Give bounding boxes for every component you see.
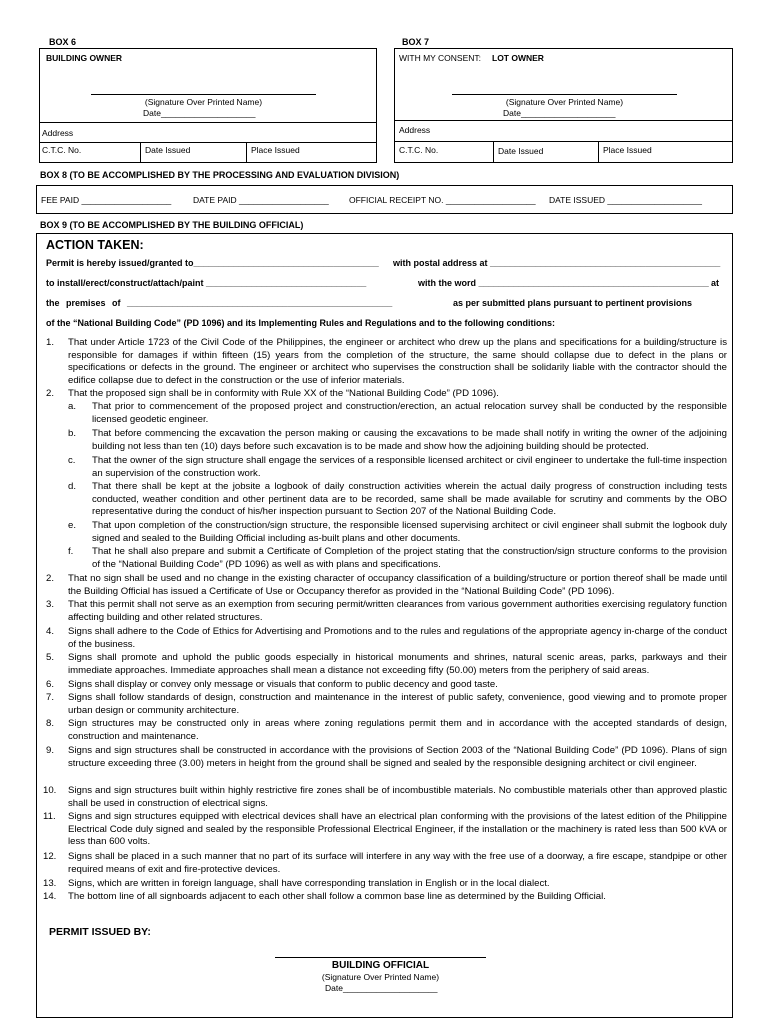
condition-number: 1. [46,337,55,348]
box8-title: BOX 8 (TO BE ACCOMPLISHED BY THE PROCESSING AND EVALUATION DIVISION) [40,170,400,180]
condition-number: 6. [46,679,55,690]
condition-number: a. [68,401,77,412]
box9-title: BOX 9 (TO BE ACCOMPLISHED BY THE BUILDING OFFICIAL) [40,220,304,230]
condition-text: That before commencing the excavation the person making or causing the excavations to be made shall notify in writing the owner of the adjoining building not less than ten (10) days before such excavation is to be made and show how the adjoining building should be protected. [92,428,727,452]
box7-heading: LOT OWNER [492,53,544,63]
condition-text: That this permit shall not serve as an exemption from securing permit/written clearances from various government authorities exercising regulatory function affecting building and other related structures. [68,599,727,623]
condition-text: That under Article 1723 of the Civil Code of the Philippines, the engineer or architect who drew up the plans and specifications for a building/structure is responsible for damages if within fifteen (15) years from the completion of the structure, the same should collapse due to defect in the plans or specifications or defects in the ground. The engineer or architect who supervises the construction shall be solidarily liable with the contractor should the edifice collapse due to defect in the construction or the use of inferior materials. [68,337,727,386]
box6-ctc-field[interactable]: C.T.C. No. [42,145,82,155]
condition-number: 2. [46,573,55,584]
box7-place-issued-field[interactable]: Place Issued [603,145,652,155]
official-signature-label: (Signature Over Printed Name) [321,972,440,982]
permit-granted-to-field[interactable]: Permit is hereby issued/granted to_____________________________________ [46,258,379,268]
condition-text: That the proposed sign shall be in conformity with Rule XX of the “National Building Code” (PD 1096). [68,388,499,399]
box7-signature-line [452,94,677,95]
condition-number: 5. [46,652,55,663]
condition-text: Signs shall promote and uphold the public goods especially in historical monuments and shrines, natural scenic areas, parks, parkways and their immediate approaches. Immediate approaches shall mean a distance not exceeding fifty (50.00) meters from the periphery of said areas. [68,652,727,676]
box6-signature-line [91,94,316,95]
condition-number: 3. [46,599,55,610]
condition-number: 13. [43,878,57,889]
condition-text: Signs, which are written in foreign language, shall have corresponding translation in English or in the local dialect. [68,878,550,889]
national-building-code-text: of the “National Building Code” (PD 1096) and its Implementing Rules and Regulations and to the following conditions: [46,318,556,328]
condition-number: 14. [43,891,57,902]
box7-ctc-field[interactable]: C.T.C. No. [399,145,439,155]
condition-text: The bottom line of all signboards adjacent to each other shall follow a common base line as determined by the Building Official. [68,891,606,902]
condition-text: That there shall be kept at the jobsite a logbook of daily construction activities wherein the actual daily progress of construction including tests conducted, weather condition and other pertinent data are to be recorded, same shall be made available for scrutiny and comments by the OBO representative during the conduct of his/her inspection pursuant to Section 207 of the National Building Code. [92,481,727,518]
condition-number: e. [68,520,77,531]
condition-number: b. [68,428,77,439]
premises-field[interactable]: the premises of _____________________________________________________ [46,298,393,308]
condition-number: 7. [46,692,55,703]
condition-number: 12. [43,851,57,862]
at-label: at [711,278,720,288]
condition-text: Signs and sign structures equipped with electrical devices shall have an electrical plan conforming with the provisions of the latest edition of the Philippine Electrical Code duly signed and sealed by the responsible Professional Electrical Engineer, if the installation or the machinery is rated less than 500 kVA or less than 600 volts. [68,811,727,848]
official-signature-line [275,957,486,958]
condition-number: 10. [43,785,57,796]
with-the-word-field[interactable]: with the word ______________________________________________ [418,278,709,288]
condition-text: Signs and sign structures built within highly restrictive fire zones shall be of incombustible materials. No combustible materials other than approved plastic shall be used in construction of electrical signs. [68,785,727,809]
condition-text: That the owner of the sign structure shall engage the services of a responsible licensed architect or civil engineer to undertake the full-time inspection an supervision of the construction work. [92,455,727,479]
condition-text: That no sign shall be used and no change in the existing character of occupancy classification of a building/structure or portion thereof shall be made until the Building Official has issued a Certificate of Use or Occupancy therefor as provided in the “National Building Code” (PD 1096). [68,573,727,597]
box7-signature-label: (Signature Over Printed Name) [505,97,624,107]
condition-text: That prior to commencement of the proposed project and construction/erection, an actual relocation survey shall be conducted by the responsible licensed geodetic engineer. [92,401,727,425]
official-date-field[interactable]: Date____________________ [325,983,438,993]
condition-number: 2. [46,388,55,399]
condition-text: That upon completion of the construction/sign structure, the responsible licensed supervising architect or civil engineer shall submit the logbook duly signed and sealed to the Building Official including as-built plans and other documents. [92,520,727,544]
box6-date-issued-field[interactable]: Date Issued [145,145,191,155]
condition-text: Signs shall follow standards of design, construction and maintenance in the interest of public safety, convenience, good viewing and to promote proper urban design or community architecture. [68,692,727,716]
building-official-title: BUILDING OFFICIAL [331,960,430,971]
box6-title: BOX 6 [49,37,77,47]
condition-number: 11. [43,811,56,822]
action-taken-heading: ACTION TAKEN: [46,238,144,252]
condition-text: Signs and sign structures shall be constructed in accordance with the provisions of Section 2003 of the “National Building Code” (PD 1096). Plans of sign structure exceeding three (3.00) meters in height from the ground shall be signed and sealed by the responsible designing architect or civil engineer. [68,745,727,769]
box7-date-field[interactable]: Date____________________ [503,108,616,118]
box6-date-field[interactable]: Date____________________ [143,108,256,118]
condition-number: f. [68,546,74,557]
condition-text: Signs shall adhere to the Code of Ethics for Advertising and Promotions and to the rules and regulations of the appropriate agency in-charge of the conduct of the business. [68,626,727,650]
install-erect-field[interactable]: to install/erect/construct/attach/paint ________________________________ [46,278,367,288]
postal-address-field[interactable]: with postal address at ______________________________________________ [393,258,721,268]
box6-address-field[interactable]: Address [42,128,74,138]
official-receipt-field[interactable]: OFFICIAL RECEIPT NO. ___________________ [349,195,536,205]
condition-number: 4. [46,626,55,637]
box7-address-field[interactable]: Address [399,125,431,135]
condition-number: 8. [46,718,55,729]
condition-text: Signs shall be placed in a such manner that no part of its surface will interfere in any way with the free use of a doorway, a fire escape, standpipe or other required means of exit and fire-protective devices. [68,851,727,875]
box7-date-issued-field[interactable]: Date Issued [498,146,544,156]
condition-number: c. [68,455,76,466]
date-issued-field[interactable]: DATE ISSUED ____________________ [549,195,702,205]
condition-number: d. [68,481,77,492]
box6-place-issued-field[interactable]: Place Issued [251,145,300,155]
condition-text: Sign structures may be constructed only in areas where zoning regulations permit them and in accordance with the accepted standards of design, construction and maintenance. [68,718,727,742]
submitted-plans-text: as per submitted plans pursuant to pertinent provisions [453,298,693,308]
box6-signature-label: (Signature Over Printed Name) [144,97,263,107]
condition-number: 9. [46,745,55,756]
box7-title: BOX 7 [402,37,430,47]
permit-issued-by-label: PERMIT ISSUED BY: [49,926,151,938]
date-paid-field[interactable]: DATE PAID ___________________ [193,195,329,205]
box6-heading: BUILDING OWNER [46,53,123,63]
box7-consent-label: WITH MY CONSENT: [399,53,482,63]
condition-text: That he shall also prepare and submit a Certificate of Completion of the project stating that the construction/sign structure conforms to the provision of the “National Building Code” (PD 1096) as well as with plans and specifications. [92,546,727,570]
fee-paid-field[interactable]: FEE PAID ___________________ [41,195,172,205]
condition-text: Signs shall display or convey only message or visuals that conform to public decency and good taste. [68,679,498,690]
